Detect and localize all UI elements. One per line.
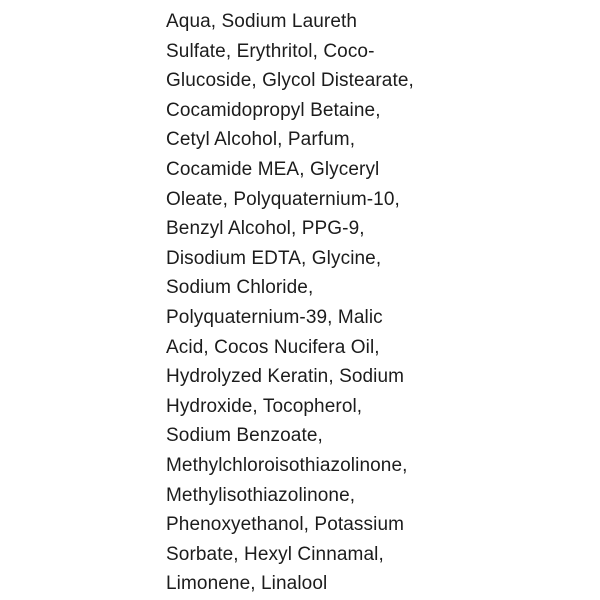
ingredients-line: Methylchloroisothiazolinone, [166, 454, 408, 476]
ingredients-line: Polyquaternium-39, Malic [166, 306, 383, 328]
ingredients-line: Sodium Benzoate, [166, 425, 323, 447]
ingredients-line: Acid, Cocos Nucifera Oil, [166, 336, 380, 358]
ingredients-line: Cocamide MEA, Glyceryl [166, 158, 380, 180]
ingredients-list [166, 7, 414, 599]
ingredients-line: Sodium Chloride, [166, 277, 314, 299]
ingredients-line: Cetyl Alcohol, Parfum, [166, 129, 356, 151]
ingredients-line: Disodium EDTA, Glycine, [166, 247, 382, 269]
ingredients-line: Phenoxyethanol, Potassium [166, 514, 405, 536]
ingredients-line: Sorbate, Hexyl Cinnamal, [166, 543, 384, 565]
ingredients-line: Cocamidopropyl Betaine, [166, 99, 381, 121]
ingredients-line: Hydroxide, Tocopherol, [166, 395, 363, 417]
ingredients-line: Aqua, Sodium Laureth [166, 11, 358, 32]
ingredients-line: Oleate, Polyquaternium-10, [166, 188, 400, 210]
ingredients-line: Limonene, Linalool [166, 573, 328, 595]
ingredients-line: Glucoside, Glycol Distearate, [166, 70, 414, 92]
ingredients-line: Hydrolyzed Keratin, Sodium [166, 366, 405, 388]
ingredients-line: Methylisothiazolinone, [166, 484, 356, 506]
ingredients-line: Benzyl Alcohol, PPG-9, [166, 218, 365, 240]
ingredients-line: Sulfate, Erythritol, Coco- [166, 40, 375, 62]
